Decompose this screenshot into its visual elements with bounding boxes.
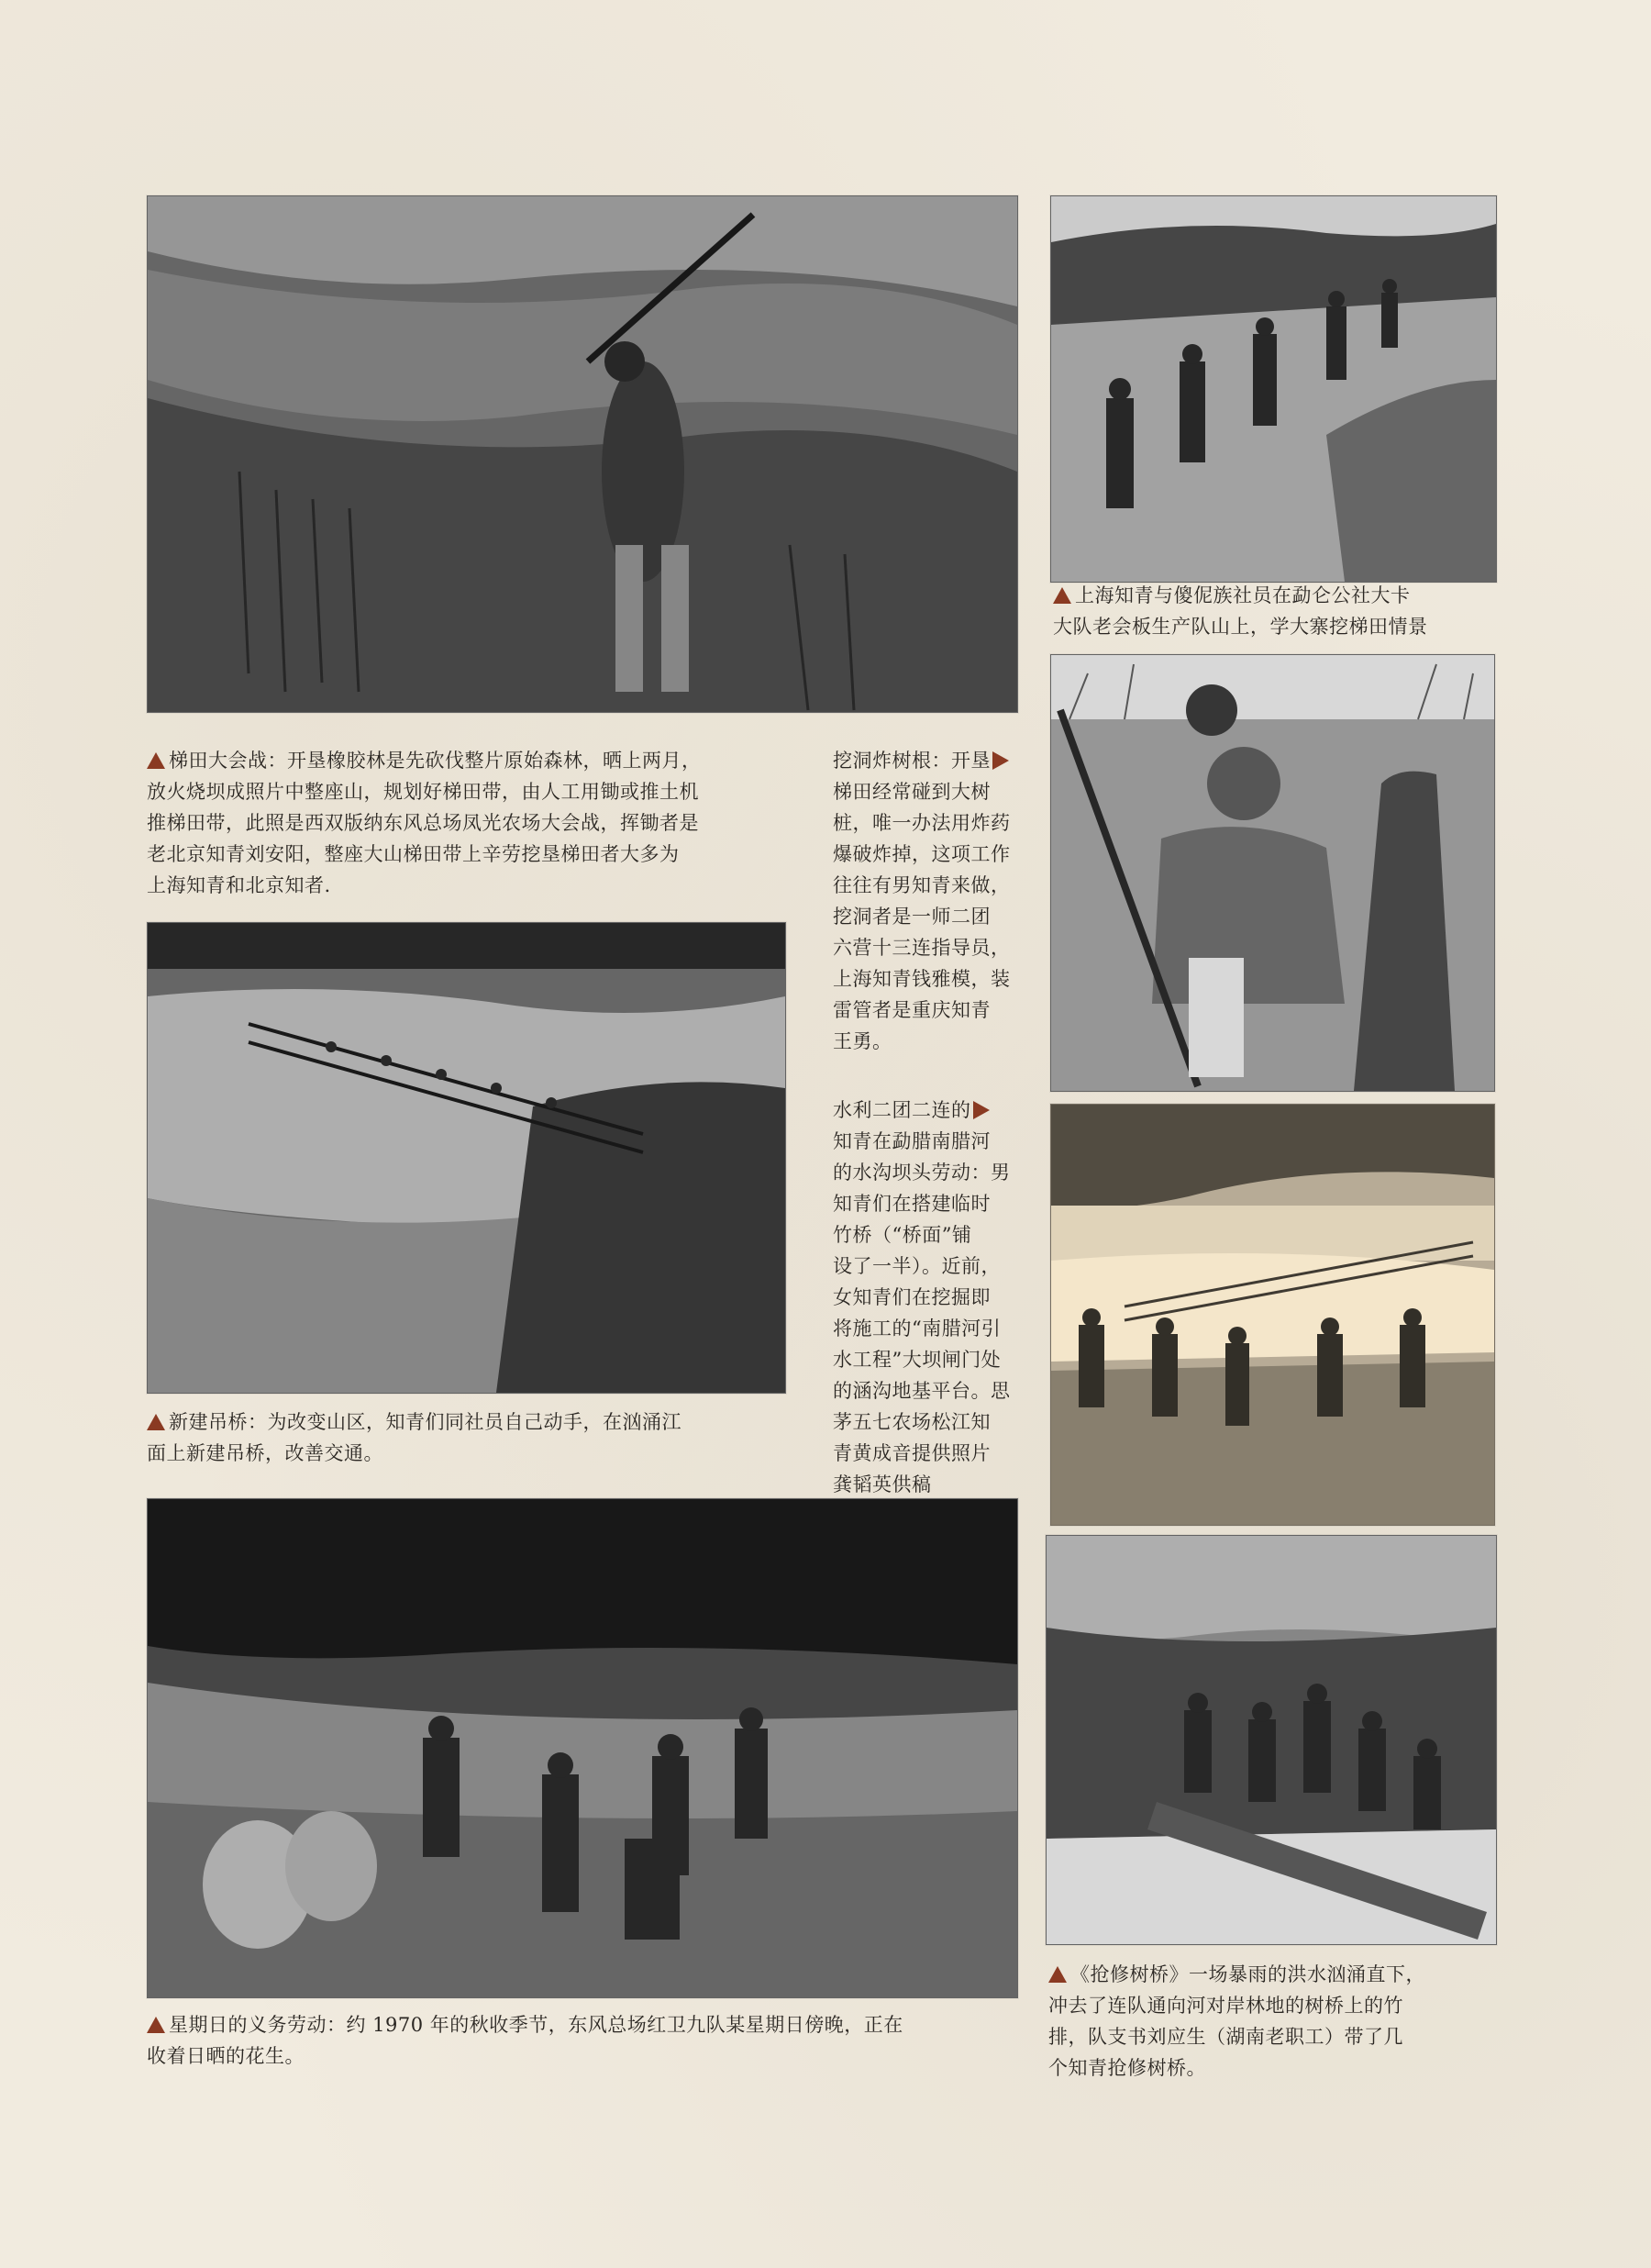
photo-suspension-bridge	[147, 922, 786, 1394]
caption-irrigation-line-6: 设了一半）。近前，	[833, 1255, 1001, 1277]
caption-blasting-line-6: 挖洞者是一师二团	[833, 906, 991, 928]
caption-suspension-bridge	[147, 1406, 789, 1469]
caption-tree-bridge	[1048, 1959, 1507, 2084]
triangle-up-icon	[1053, 587, 1071, 604]
caption-blasting-line-3: 桩，唯一办法用炸药	[833, 812, 1011, 834]
photo-sunday-labor	[147, 1498, 1018, 1998]
triangle-up-icon	[1048, 1966, 1067, 1983]
caption-terrace-line-3: 推梯田带，此照是西双版纳东风总场凤光农场大会战，挥锄者是	[147, 812, 699, 834]
photo-tree-bridge	[1046, 1535, 1497, 1945]
caption-irrigation-line-12: 青黄成音提供照片	[833, 1442, 991, 1464]
caption-terrace	[147, 745, 844, 901]
triangle-right-icon	[973, 1101, 990, 1119]
caption-irrigation-line-5: 竹桥（“桥面”铺	[833, 1224, 972, 1246]
triangle-up-icon	[147, 2017, 165, 2033]
caption-terrace-line-1: 梯田大会战：开垦橡胶林是先砍伐整片原始森林，晒上两月，	[169, 750, 702, 772]
caption-irrigation-line-13: 龚韬英供稿	[833, 1473, 932, 1495]
caption-irrigation-line-9: 水工程”大坝闸门处	[833, 1349, 1002, 1371]
caption-blasting-line-5: 往往有男知青来做，	[833, 874, 1011, 896]
caption-shanghai-dai-line-2: 大队老会板生产队山上，学大寨挖梯田情景	[1053, 616, 1428, 638]
caption-irrigation-line-4: 知青们在搭建临时	[833, 1193, 991, 1215]
caption-blasting-line-9: 雷管者是重庆知青	[833, 999, 991, 1021]
caption-tree-bridge-line-1: 《抢修树桥》一场暴雨的洪水汹涌直下，	[1070, 1963, 1425, 1985]
caption-sunday-labor-line-1: 星期日的义务劳动：约 1970 年的秋收季节，东风总场红卫九队某星期日傍晚，正在	[169, 2014, 903, 2036]
triangle-right-icon	[992, 751, 1009, 770]
caption-suspension-bridge-line-2: 面上新建吊桥，改善交通。	[147, 1442, 383, 1464]
caption-irrigation-line-2: 知青在勐腊南腊河	[833, 1130, 991, 1152]
caption-irrigation-line-11: 茅五七农场松江知	[833, 1411, 991, 1433]
caption-irrigation	[833, 1095, 1044, 1500]
caption-irrigation-line-7: 女知青们在挖掘即	[833, 1286, 991, 1308]
triangle-up-icon	[147, 752, 165, 769]
caption-irrigation-line-1: 水利二团二连的	[833, 1099, 971, 1121]
caption-terrace-line-4: 老北京知青刘安阳，整座大山梯田带上辛劳挖垦梯田者大多为	[147, 843, 680, 865]
photo-terrace-hoeing	[147, 195, 1018, 713]
caption-sunday-labor	[147, 2009, 1027, 2072]
caption-irrigation-line-3: 的水沟坝头劳动：男	[833, 1162, 1011, 1184]
photo-shanghai-dai-terrace	[1050, 195, 1497, 583]
caption-irrigation-line-10: 的涵沟地基平台。思	[833, 1380, 1011, 1402]
caption-terrace-line-5: 上海知青和北京知者.	[147, 874, 331, 896]
caption-blasting-line-1: 挖洞炸树根：开垦	[833, 750, 991, 772]
caption-sunday-labor-line-2: 收着日晒的花生。	[147, 2045, 305, 2067]
caption-irrigation-line-8: 将施工的“南腊河引	[833, 1317, 1002, 1340]
caption-blasting-line-10: 王勇。	[833, 1030, 892, 1052]
caption-blasting-line-4: 爆破炸掉，这项工作	[833, 843, 1011, 865]
triangle-up-icon	[147, 1414, 165, 1430]
photo-irrigation-ditch	[1050, 1104, 1495, 1526]
caption-tree-bridge-line-2: 冲去了连队通向河对岸林地的树桥上的竹	[1048, 1995, 1403, 2017]
caption-tree-bridge-line-4: 个知青抢修树桥。	[1048, 2057, 1206, 2079]
caption-terrace-line-2: 放火烧坝成照片中整座山，规划好梯田带，由人工用锄或推土机	[147, 781, 699, 803]
caption-blasting-line-2: 梯田经常碰到大树	[833, 781, 991, 803]
caption-blasting-line-7: 六营十三连指导员，	[833, 937, 1011, 959]
caption-shanghai-dai-line-1: 上海知青与傻伲族社员在勐仑公社大卡	[1075, 584, 1411, 606]
photo-blasting-stump	[1050, 654, 1495, 1092]
caption-shanghai-dai	[1053, 580, 1512, 642]
caption-tree-bridge-line-3: 排，队支书刘应生（湖南老职工）带了几	[1048, 2026, 1403, 2048]
caption-suspension-bridge-line-1: 新建吊桥：为改变山区，知青们同社员自己动手，在汹涌江	[169, 1411, 681, 1433]
caption-blasting	[833, 745, 1044, 1057]
caption-blasting-line-8: 上海知青钱雅模，装	[833, 968, 1011, 990]
